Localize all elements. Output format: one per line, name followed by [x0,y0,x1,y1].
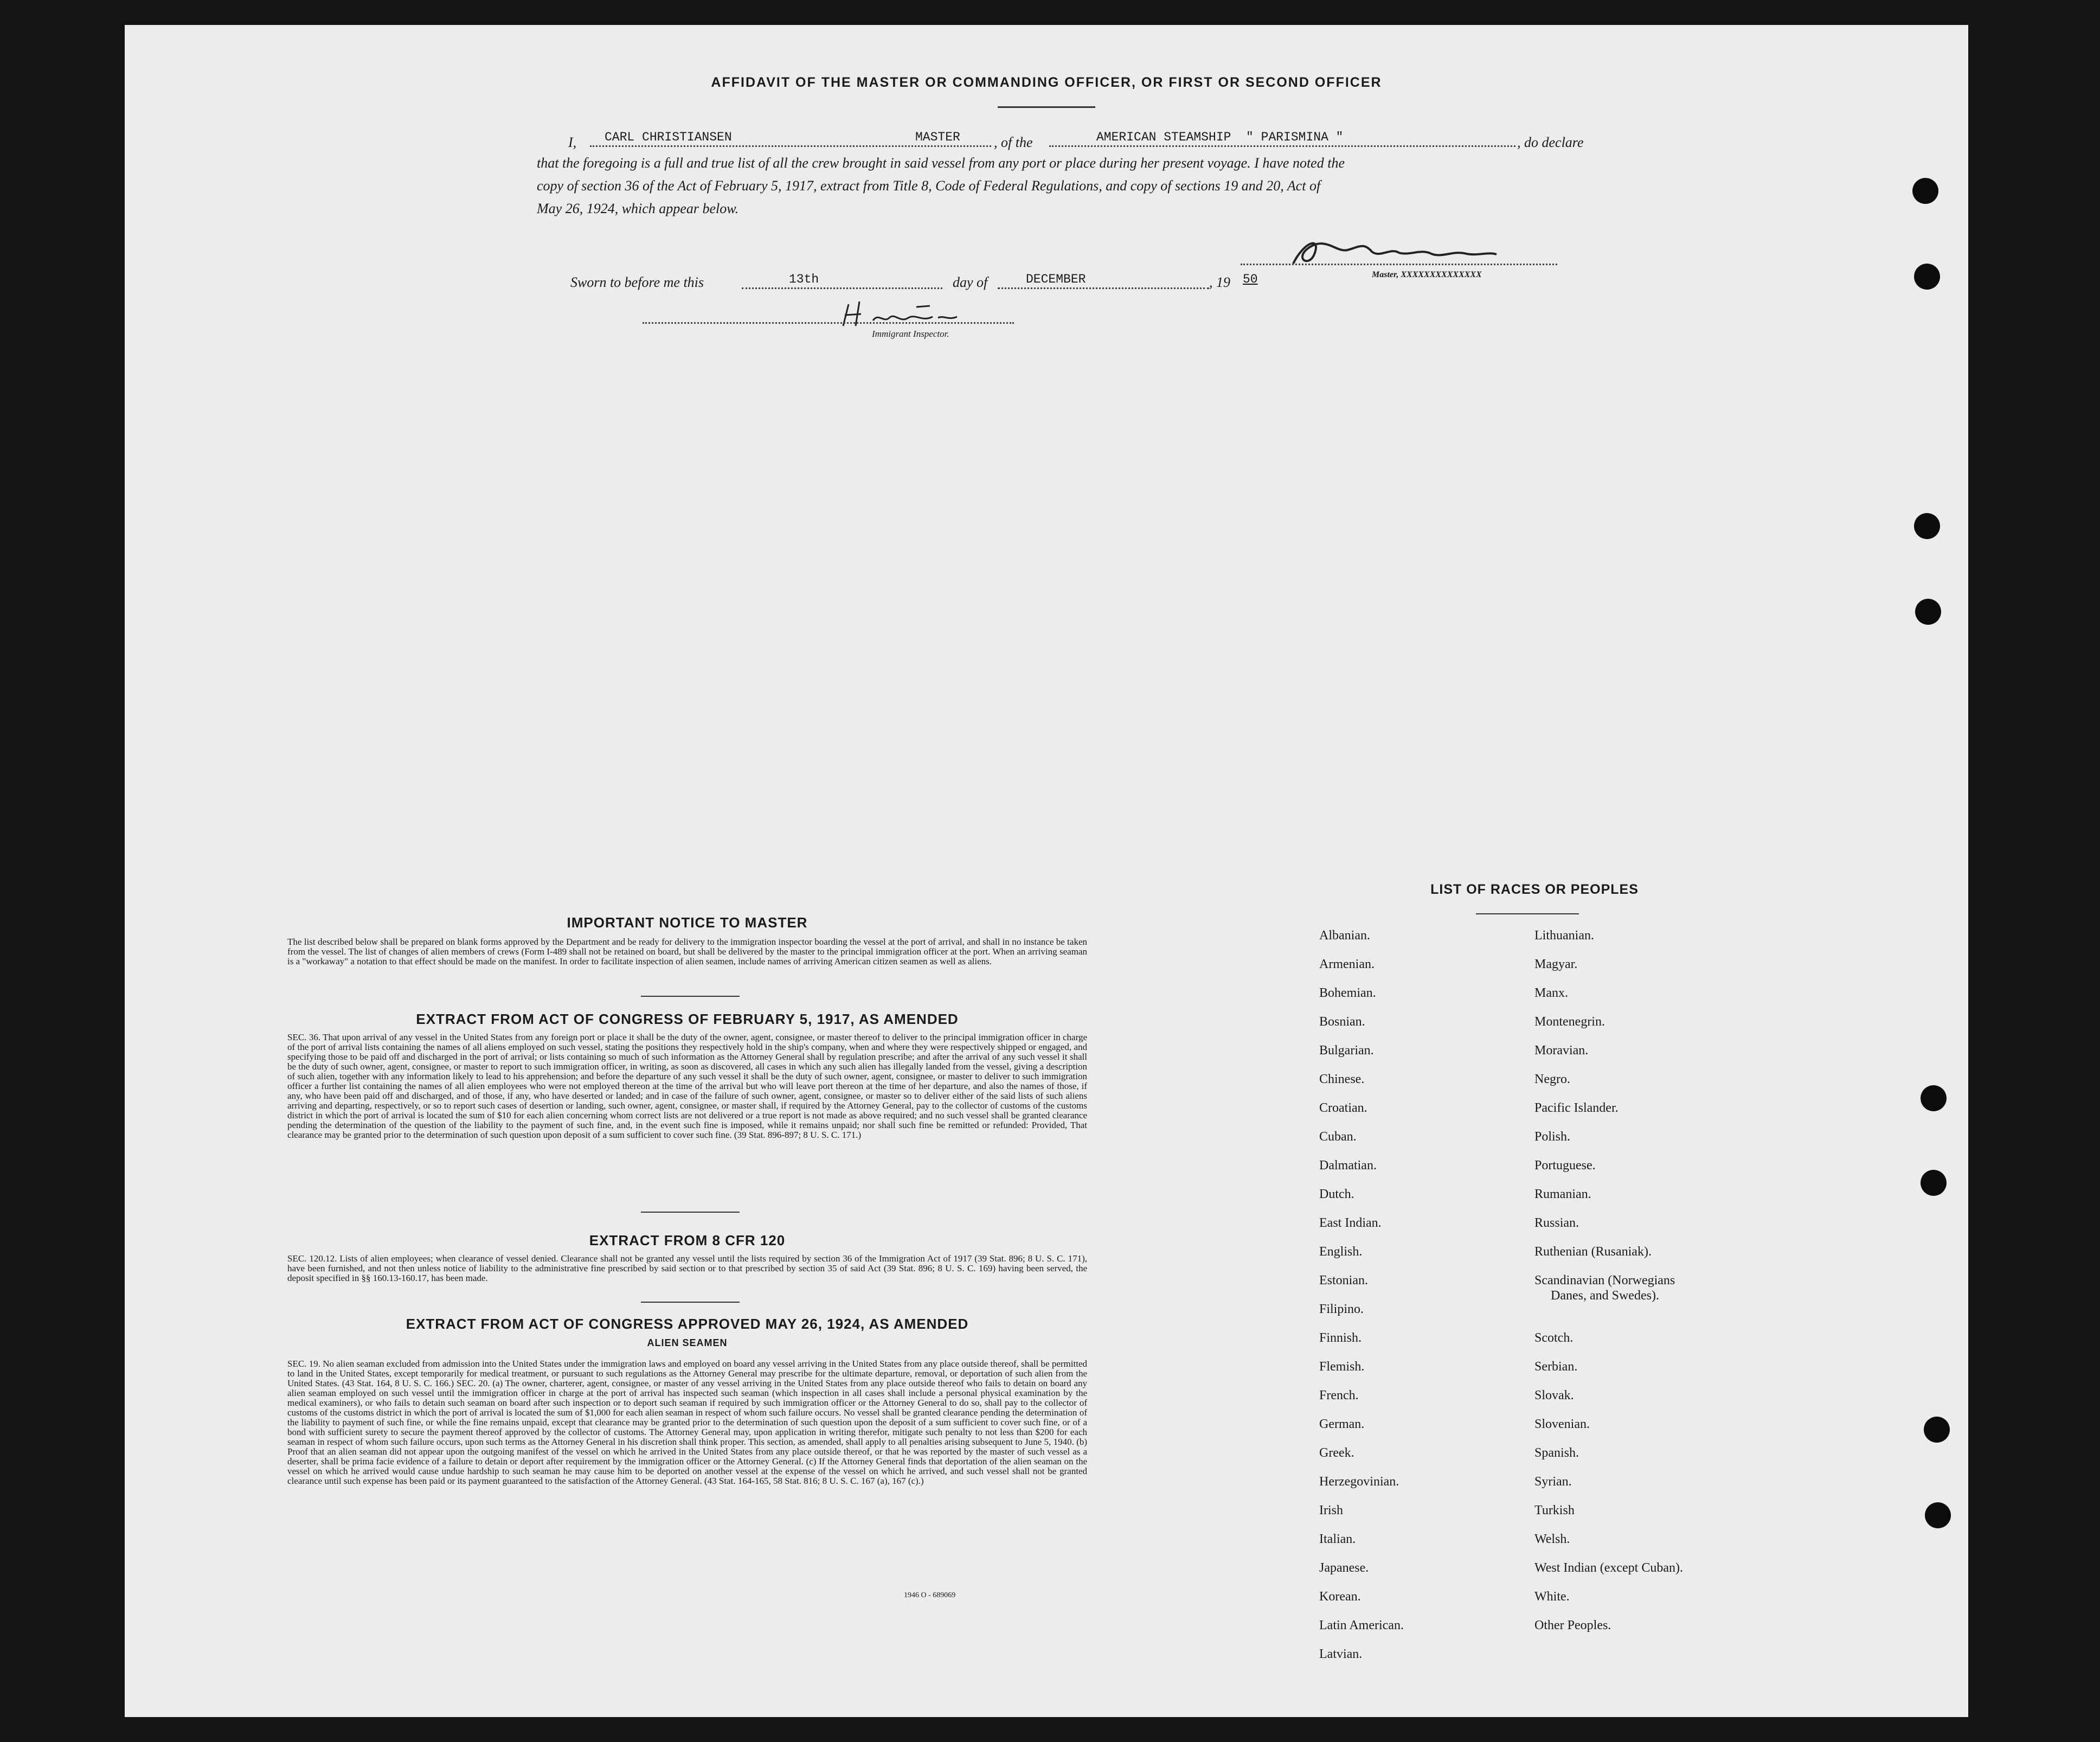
master-name: CARL CHRISTIANSEN [605,130,732,144]
binder-hole [1912,178,1938,204]
race-item: West Indian (except Cuban). [1534,1561,1683,1575]
race-item: French. [1319,1388,1359,1402]
race-item: Spanish. [1534,1446,1579,1460]
binder-hole [1921,1085,1947,1111]
binder-hole [1924,1417,1950,1443]
affidavit-title: AFFIDAVIT OF THE MASTER OR COMMANDING OFFICER, OR FIRST OR SECOND OFFICER [711,75,1382,90]
race-item: Scandinavian (Norwegians [1534,1273,1675,1288]
race-item: Latin American. [1319,1618,1404,1632]
race-item: Korean. [1319,1590,1361,1604]
race-item: Cuban. [1319,1130,1357,1144]
master-rank: MASTER [915,130,960,144]
binder-hole [1921,1170,1947,1196]
race-item: Chinese. [1319,1072,1365,1086]
race-item: Polish. [1534,1130,1571,1144]
notice-title: IMPORTANT NOTICE TO MASTER [567,914,808,931]
race-item: Japanese. [1319,1561,1369,1575]
extract-1924-text: SEC. 19. No alien seaman excluded from admission into the United States under the immigration laws and employed on board any vessel arriving in the United States from any place outside thereof, shall be permitted to land in the United States, except temporarily for medical treatment, or pursuant to such regulations as the Attorney General may prescribe for the ultimate departure, removal, or deportation of such alien from the United States. (43 Stat. 164, 8 U. S. C. 166.) SEC. 20. (a) The owner, charterer, agent, consignee, or master of any vessel arriving in the United States from any place outside thereof who fails to detain on board any alien seaman employed on such vessel until the immigration officer in charge at the port of arrival has inspected such seaman (which inspection in all cases shall include a personal physical examination by the medical examiners), or who fails to detain such seaman on board after such inspection or to deport such seaman if required by such immigration officer or the Attorney General to do so, shall pay to the collector of customs of the customs district in which the port of arrival is located the sum of $1,000 for each alien seaman in respect of whom such failure occurs. No vessel shall be granted clearance pending the determination of the liability to payment of such fine, or while the fine remains unpaid, except that clearance may be granted prior to the determination of such question upon the deposit of a sum sufficient to cover such fine, or of a bond with sufficient surety to secure the payment thereof approved by the collector of customs. The Attorney General may, upon application in writing therefor, mitigate such penalty to not less than $200 for each seaman in respect of whom such failure occurs, upon such terms as the Attorney General in his discretion shall think proper. This section, as amended, shall apply to all penalties arising subsequent to June 5, 1940. (b) Proof that an alien seaman did not appear upon the outgoing manifest of the vessel on which he arrived in the United States from any place outside thereof, or that he was reported by the master of such vessel as a deserter, shall be prima facie evidence of a failure to detain or deport after requirement by the immigration officer or the Attorney General. (c) If the Attorney General finds that deportation of the alien seaman on the vessel on which he arrived would cause undue hardship to such seaman he may cause him to be deported on another vessel at the expense of the vessel on which he arrived, and such vessel shall not be granted clearance until such expense has been paid or its payment guaranteed to the satisfaction of the Attorney General. (43 Stat. 164-165, 58 Stat. 816; 8 U. S. C. 167 (a), 167 (c).) [287,1359,1087,1486]
race-item: Scotch. [1534,1331,1574,1345]
sworn-label: Sworn to before me this [570,274,704,290]
divider-2 [641,1212,740,1213]
master-signature-label: Master, XXXXXXXXXXXXXX [1372,270,1482,279]
race-item: Armenian. [1319,957,1375,971]
race-item: East Indian. [1319,1216,1382,1230]
sworn-month-line [998,287,1209,289]
race-item: Negro. [1534,1072,1570,1086]
race-item: Turkish [1534,1503,1575,1517]
notice-text: The list described below shall be prepared on blank forms approved by the Department and be ready for delivery to the immigration inspector boarding the vessel at the port of arrival, and shall in no instance be taken from the vessel. The list of changes of alien members of crews (Form I-489 shall not be retained on board, but shall be delivered by the master to the principal immigration officer at the port. When an arriving seaman is a "workaway" a notation to that effect should be made on the manifest. In order to facilitate inspection of alien seamen, include names of arriving American citizen seamen as well as aliens. [287,937,1087,966]
races-divider [1476,913,1579,914]
race-item: Manx. [1534,986,1568,1000]
race-item: Estonian. [1319,1273,1368,1288]
day-of-label: day of [953,274,988,290]
race-item: Dutch. [1319,1187,1354,1201]
race-item: White. [1534,1590,1570,1604]
race-item: Filipino. [1319,1302,1364,1316]
document-page [125,25,1968,1717]
divider-3 [641,1302,740,1303]
race-item: Serbian. [1534,1360,1578,1374]
race-item: Danes, and Swedes). [1551,1289,1659,1303]
master-signature-line [1241,264,1557,265]
of-the-label: , of the [994,135,1033,150]
race-item: Rumanian. [1534,1187,1591,1201]
race-item: German. [1319,1417,1365,1431]
sworn-day-line [742,287,942,289]
extract-1917-text: SEC. 36. That upon arrival of any vessel in the United States from any foreign port or place it shall be the duty of the owner, agent, consignee, or master thereof to deliver to the principal immigration officer in charge of the port of arrival lists containing the names of all aliens employed on such vessel, stating the positions they respectively hold in the ship's company, when and where they were respectively shipped or engaged, and specifying those to be paid off and discharged in the port of arrival; or lists containing so much of such information as the Attorney General shall by regulation prescribe; and after the arrival of any such vessel it shall be the duty of such owner, agent, consignee, or master to report to such immigration officer, in writing, as soon as discovered, all cases in which any such alien has illegally landed from the vessel, giving a description of such alien, together with any information likely to lead to his apprehension; and before the departure of any such vessel it shall be the duty of such owner, agent, consignee, or master to deliver to such immigration officer a further list containing the names of all alien employees who were not employed thereon at the time of the arrival but who will leave port thereon at the time of her departure, and also the names of those, if any, who have been paid off and discharged, and of those, if any, who have deserted or landed; and in case of the failure of such owner, agent, consignee, or master so to deliver either of the said lists of such aliens arriving and departing, respectively, or so to report such cases of desertion or landing, such owner, agent, consignee, or master shall, if required by the Attorney General, pay to the collector of customs of the customs district in which the port of arrival is located the sum of $10 for each alien concerning whom correct lists are not delivered or a true report is not made as above required; and no such vessel shall be granted clearance pending the determination of the question of the liability to the payment of such fine, and, in the event such fine is imposed, while it remains unpaid; nor shall such fine be remitted or refunded: Provided, That clearance may be granted prior to the determination of such question upon deposit of a sum sufficient to cover such fine. (39 Stat. 896-897; 8 U. S. C. 171.) [287,1032,1087,1140]
sworn-day: 13th [789,272,819,286]
races-title: LIST OF RACES OR PEOPLES [1430,882,1639,897]
inspector-signature-line [643,322,1014,324]
binder-hole [1925,1502,1951,1528]
vessel-name: AMERICAN STEAMSHIP " PARISMINA " [1096,130,1344,144]
binder-hole [1914,264,1940,290]
race-item: Russian. [1534,1216,1579,1230]
race-item: Lithuanian. [1534,928,1594,943]
vessel-line [1049,145,1515,147]
race-item: Moravian. [1534,1043,1589,1058]
race-item: Slovak. [1534,1388,1574,1402]
print-code: 1946 O - 689069 [904,1591,956,1599]
race-item: Other Peoples. [1534,1618,1611,1632]
affidavit-line-4: May 26, 1924, which appear below. [537,201,739,216]
race-item: Bulgarian. [1319,1043,1374,1058]
title-divider [998,106,1095,108]
binder-hole [1914,513,1940,539]
do-declare-label: , do declare [1517,135,1584,150]
race-item: Bosnian. [1319,1015,1365,1029]
race-item: Latvian. [1319,1647,1363,1661]
affidavit-line-3: copy of section 36 of the Act of February 5, 1917, extract from Title 8, Code of Federal Regulations, and copy of sections 19 and 20, Act of [537,178,1321,194]
race-item: Montenegrin. [1534,1015,1605,1029]
race-item: Herzegovinian. [1319,1475,1399,1489]
cfr-title: EXTRACT FROM 8 CFR 120 [589,1232,786,1248]
year-prefix: , 19 [1209,274,1230,290]
race-item: Greek. [1319,1446,1354,1460]
race-item: Irish [1319,1503,1343,1517]
race-item: Magyar. [1534,957,1578,971]
inspector-label: Immigrant Inspector. [872,329,949,339]
race-item: Welsh. [1534,1532,1570,1546]
race-item: Finnish. [1319,1331,1362,1345]
race-item: Dalmatian. [1319,1158,1377,1173]
race-item: Italian. [1319,1532,1356,1546]
race-item: Bohemian. [1319,986,1376,1000]
race-item: Albanian. [1319,928,1370,943]
race-item: English. [1319,1245,1363,1259]
i-label: I, [568,135,577,150]
divider-1 [641,996,740,997]
affidavit-line-2: that the foregoing is a full and true list of all the crew brought in said vessel from any port or place during her present voyage. I have noted the [537,155,1345,171]
sworn-year: 50 [1243,272,1258,286]
race-item: Croatian. [1319,1101,1367,1115]
binder-hole [1915,599,1941,625]
extract-1924-subtitle: ALIEN SEAMEN [647,1337,728,1348]
race-item: Pacific Islander. [1534,1101,1619,1115]
cfr-text: SEC. 120.12. Lists of alien employees; when clearance of vessel denied. Clearance shall not be granted any vessel until the lists required by section 36 of the Immigration Act of 1917 (39 Stat. 896; 8 U. S. C. 171), have been furnished, and not then unless notice of liability to the administrative fine prescribed by said section or to that prescribed by section 35 of said Act (39 Stat. 896; 8 U. S. C. 169) having been served, the deposit specified in §§ 160.13-160.17, has been made. [287,1253,1087,1283]
extract-1924-title: EXTRACT FROM ACT OF CONGRESS APPROVED MAY 26, 1924, AS AMENDED [406,1316,969,1332]
sworn-month: DECEMBER [1026,272,1086,286]
master-signature [1282,220,1510,274]
race-item: Flemish. [1319,1360,1365,1374]
name-line [590,145,991,147]
extract-1917-title: EXTRACT FROM ACT OF CONGRESS OF FEBRUARY 5, 1917, AS AMENDED [416,1011,959,1027]
race-item: Syrian. [1534,1475,1572,1489]
race-item: Portuguese. [1534,1158,1596,1173]
race-item: Slovenian. [1534,1417,1590,1431]
race-item: Ruthenian (Rusaniak). [1534,1245,1652,1259]
